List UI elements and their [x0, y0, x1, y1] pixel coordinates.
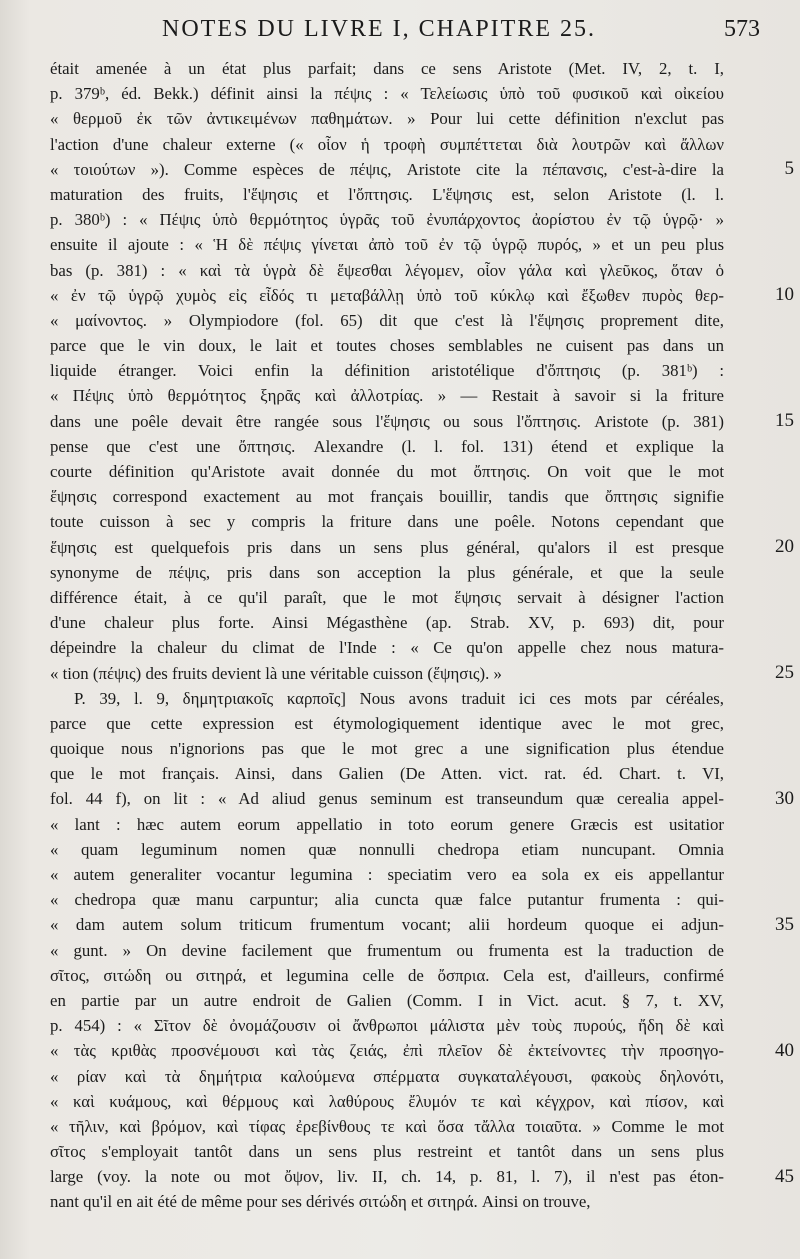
running-head — [40, 12, 760, 46]
text-line: « tion (πέψις) des fruits devient là une véritable cuisson (ἕψησις). » — [50, 663, 502, 683]
text-line: quoique nous n'ignorions pas que le mot grec a une signification plus étendue — [50, 739, 724, 759]
text-line: toute cuisson à sec y compris la friture dans une poêle. Notons cependant que — [50, 512, 724, 532]
text-line: « lant : hæc autem eorum appellatio in toto eorum genere Græcis est usitatior — [50, 814, 724, 834]
text-line: « autem generaliter vocantur legumina : speciatim vero ea sola ex eis appellantur — [50, 865, 724, 884]
page-title: NOTES DU LIVRE I, CHAPITRE 25. — [162, 16, 596, 42]
text-line: ἕψησις correspond exactement au mot français bouillir, tandis que ὄπτησις signifie — [50, 487, 724, 507]
line-number: 5 — [784, 157, 794, 179]
notes-text — [50, 56, 724, 1215]
text-line: maturation des fruits, l'ἕψησις et l'ὄπτησις. L'ἕψησις est, selon Aristote (l. l. — [50, 184, 724, 204]
line-number: 45 — [775, 1165, 794, 1187]
text-line: d'une chaleur plus forte. Ainsi Mégasthène (ap. Strab. XV, p. 693) dit, pour — [50, 613, 724, 633]
text-line: l'action d'une chaleur externe (« οἷον ἡ τροφὴ συμπέττεται διὰ λουτρῶν καὶ ἄλλων — [50, 134, 724, 154]
text-line: nant qu'il en ait été de même pour ses dérivés σιτώδη et σιτηρά. Ainsi on trouve, — [50, 1192, 591, 1212]
text-line: fol. 44 f), on lit : « Ad aliud genus seminum est transeundum quæ cerealia appel- — [50, 789, 724, 809]
text-line: était amenée à un état plus parfait; dans ce sens Aristote (Met. IV, 2, t. I, — [50, 59, 724, 78]
text-line: P. 39, l. 9, δημητριακοῖς καρποῖς] Nous avons traduit ici ces mots par céréales, — [74, 688, 724, 708]
text-line: « μαίνοντος. » Olympiodore (fol. 65) dit que c'est là l'ἕψησις proprement dite, — [50, 310, 724, 330]
text-line: « τὰς κριθὰς προσνέμουσι καὶ τὰς ζειάς, ἐπὶ πλεῖον δὲ ἐκτείνοντες τὴν προσηγο- — [50, 1041, 724, 1061]
text-line: liquide étranger. Voici enfin la définition aristotélique d'ὄπτησις (p. 381ᵇ) : — [50, 361, 724, 381]
text-line: « gunt. » On devine facilement que frumentum ou frumenta est la traduction de — [50, 940, 724, 960]
text-line: courte définition qu'Aristote avait donnée du mot ὄπτησις. On voit que le mot — [50, 462, 724, 481]
text-line: que le mot français. Ainsi, dans Galien (De Atten. vict. rat. éd. Chart. t. VI, — [50, 764, 724, 784]
text-line: « καὶ κυάμους, καὶ θέρμους καὶ λαθύρους ἔλυμόν τε καὶ κέγχρον, καὶ πίσον, καὶ — [50, 1091, 724, 1111]
page-number: 573 — [724, 16, 760, 42]
text-line: large (voy. la note ou mot ὄψον, liv. II, ch. 14, p. 81, l. 7), il n'est pas éton- — [50, 1167, 724, 1187]
text-line: « quam leguminum nomen quæ nonnulli chedropa etiam nuncupant. Omnia — [50, 839, 724, 859]
line-number: 30 — [775, 787, 794, 809]
text-line: synonyme de πέψις, pris dans son acception la plus générale, et que la seule — [50, 562, 724, 582]
line-number: 20 — [775, 535, 794, 557]
text-line: « τοιούτων »). Comme espèces de πέψις, Aristote cite la πέπανσις, c'est-à-dire la — [50, 159, 724, 179]
text-line: « ρίαν καὶ τὰ δημήτρια καλούμενα σπέρματα συγκαταλέγουσι, φακοὺς δηλονότι, — [50, 1066, 724, 1086]
text-line: parce que cette expression est étymologiquement identique avec le mot grec, — [50, 713, 724, 733]
text-line: « dam autem solum triticum frumentum vocant; alii hordeum quoque ei adjun- — [50, 915, 724, 935]
text-line: p. 454) : « Σῖτον δὲ ὀνομάζουσιν οἱ ἄνθρωποι μάλιστα μὲν τοὺς πυρούς, ἤδη δὲ καὶ — [50, 1016, 724, 1036]
text-line: ensuite il ajoute : « Ἡ δὲ πέψις γίνεται ἀπὸ τοῦ ἐν τῷ ὑγρῷ πυρός, » et un peu plus — [50, 235, 724, 255]
text-line: « chedropa quæ manu carpuntur; alia cuncta quæ falce putantur frumenta : qui- — [50, 890, 724, 910]
text-line: σῖτος, σιτώδη ou σιτηρά, et legumina celle de ὄσπρια. Cela est, d'ailleurs, confirmé — [50, 965, 724, 985]
line-number: 40 — [775, 1039, 794, 1061]
text-line: bas (p. 381) : « καὶ τὰ ὑγρὰ δὲ ἕψεσθαι λέγομεν, οἷον γάλα καὶ γλεῦκος, ὅταν ὁ — [50, 260, 724, 280]
line-number: 25 — [775, 661, 794, 683]
text-line: p. 379ᵇ, éd. Bekk.) définit ainsi la πέψις : « Τελείωσις ὑπὸ τοῦ φυσικοῦ καὶ οἰκείου — [50, 84, 724, 104]
text-line: « Πέψις ὑπὸ θερμότητος ξηρᾶς καὶ ἀλλοτρίας. » — Restait à savoir si la friture — [50, 386, 724, 406]
text-line: pense que c'est une ὄπτησις. Alexandre (l. l. fol. 131) étend et explique la — [50, 436, 724, 456]
text-line: p. 380ᵇ) : « Πέψις ὑπὸ θερμότητος ὑγρᾶς τοῦ ἐνυπάρχοντος ἀορίστου ἐν τῷ ὑγρῷ· » — [50, 210, 724, 230]
text-line: σῖτος s'employait tantôt dans un sens plus restreint et tantôt dans un sens plus — [50, 1142, 724, 1162]
line-number: 15 — [775, 409, 794, 431]
line-number: 10 — [775, 283, 794, 305]
text-line: « τῆλιν, καὶ βρόμον, καὶ τίφας ἐρεβίνθους τε καὶ ὅσα τἄλλα τοιαῦτα. » Comme le mot — [50, 1116, 724, 1136]
text-line: dans une poêle devait être rangée sous l'ἕψησις ou sous l'ὄπτησις. Aristote (p. 381) — [50, 411, 724, 431]
text-line: « θερμοῦ ἐκ τῶν ἀντικειμένων παθημάτων. » Pour lui cette définition n'exclut pas — [50, 109, 724, 129]
text-line: différence était, à ce qu'il paraît, que le mot ἕψησις servait à désigner l'action — [50, 587, 724, 607]
text-line: en partie par un autre endroit de Galien (Comm. I in Vict. acut. § 7, t. XV, — [50, 990, 724, 1010]
line-number: 35 — [775, 913, 794, 935]
text-line: dépeindre la chaleur du climat de l'Inde : « Ce qu'on appelle chez nous matura- — [50, 638, 724, 658]
text-line: ἕψησις est quelquefois pris dans un sens plus général, qu'alors il est presque — [50, 537, 724, 557]
text-line: « ἐν τῷ ὑγρῷ χυμὸς εἰς εἶδός τι μεταβάλλῃ ὑπὸ τοῦ κύκλῳ καὶ ἔξωθεν πυρὸς θερ- — [50, 285, 724, 305]
text-line: parce que le vin doux, le lait et toutes choses semblables ne cuisent pas dans un — [50, 336, 724, 356]
